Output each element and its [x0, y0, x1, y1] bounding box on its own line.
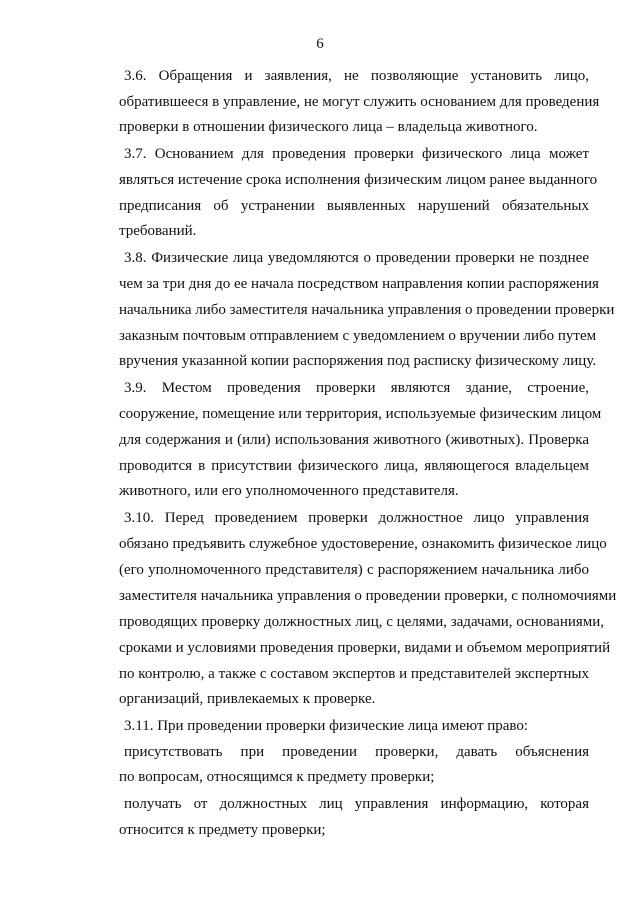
text-line: вручения указанной копии распоряжения под расписку физическому лицу. [119, 353, 597, 369]
text-line: 3.7. Основанием для проведения проверки физического лица может [124, 146, 589, 162]
text-line: относится к предмету проверки; [119, 822, 326, 838]
text-line: обратившееся в управление, не могут служить основанием для проведения [119, 94, 600, 110]
text-line: получать от должностных лиц управления информацию, которая [124, 796, 589, 812]
text-line: заказным почтовым отправлением с уведомлением о вручении либо путем [119, 328, 597, 344]
text-line: животного, или его уполномоченного представителя. [119, 483, 459, 499]
text-line: сроками и условиями проведения проверки, видами и объемом мероприятий [119, 640, 611, 656]
text-line: (его уполномоченного представителя) с распоряжением начальника либо [119, 562, 589, 578]
text-line: для содержания и (или) использования животного (животных). Проверка [119, 432, 589, 448]
text-line: по вопросам, относящимся к предмету проверки; [119, 769, 435, 785]
text-line: проводящих проверку должностных лиц, с целями, задачами, основаниями, [119, 614, 605, 630]
text-line: сооружение, помещение или территория, используемые физическим лицом [119, 406, 602, 422]
text-line: организаций, привлекаемых к проверке. [119, 691, 376, 707]
text-line: начальника либо заместителя начальника управления о проведении проверки [119, 302, 615, 318]
text-line: 3.6. Обращения и заявления, не позволяющие установить лицо, [124, 68, 589, 84]
text-line: по контролю, а также с составом экспертов и представителей экспертных [119, 666, 589, 682]
text-line: 3.9. Местом проведения проверки являются здание, строение, [124, 380, 589, 396]
text-line: чем за три дня до ее начала посредством направления копии распоряжения [119, 276, 599, 292]
text-line: 3.8. Физические лица уведомляются о проведении проверки не позднее [124, 250, 589, 266]
text-line: 3.11. При проведении проверки физические лица имеют право: [124, 718, 529, 734]
text-line: обязано предъявить служебное удостоверение, ознакомить физическое лицо [119, 536, 607, 552]
text-line: присутствовать при проведении проверки, давать объяснения [124, 744, 589, 760]
page-number: 6 [316, 36, 324, 52]
text-line: проверки в отношении физического лица – владельца животного. [119, 119, 538, 135]
text-line: проводится в присутствии физического лица, являющегося владельцем [119, 458, 589, 474]
text-line: являться истечение срока исполнения физическим лицом ранее выданного [119, 172, 598, 188]
text-line: требований. [119, 223, 197, 239]
text-line: 3.10. Перед проведением проверки должностное лицо управления [124, 510, 589, 526]
text-line: заместителя начальника управления о проведении проверки, с полномочиями [119, 588, 617, 604]
text-line: предписания об устранении выявленных нарушений обязательных [119, 198, 589, 214]
